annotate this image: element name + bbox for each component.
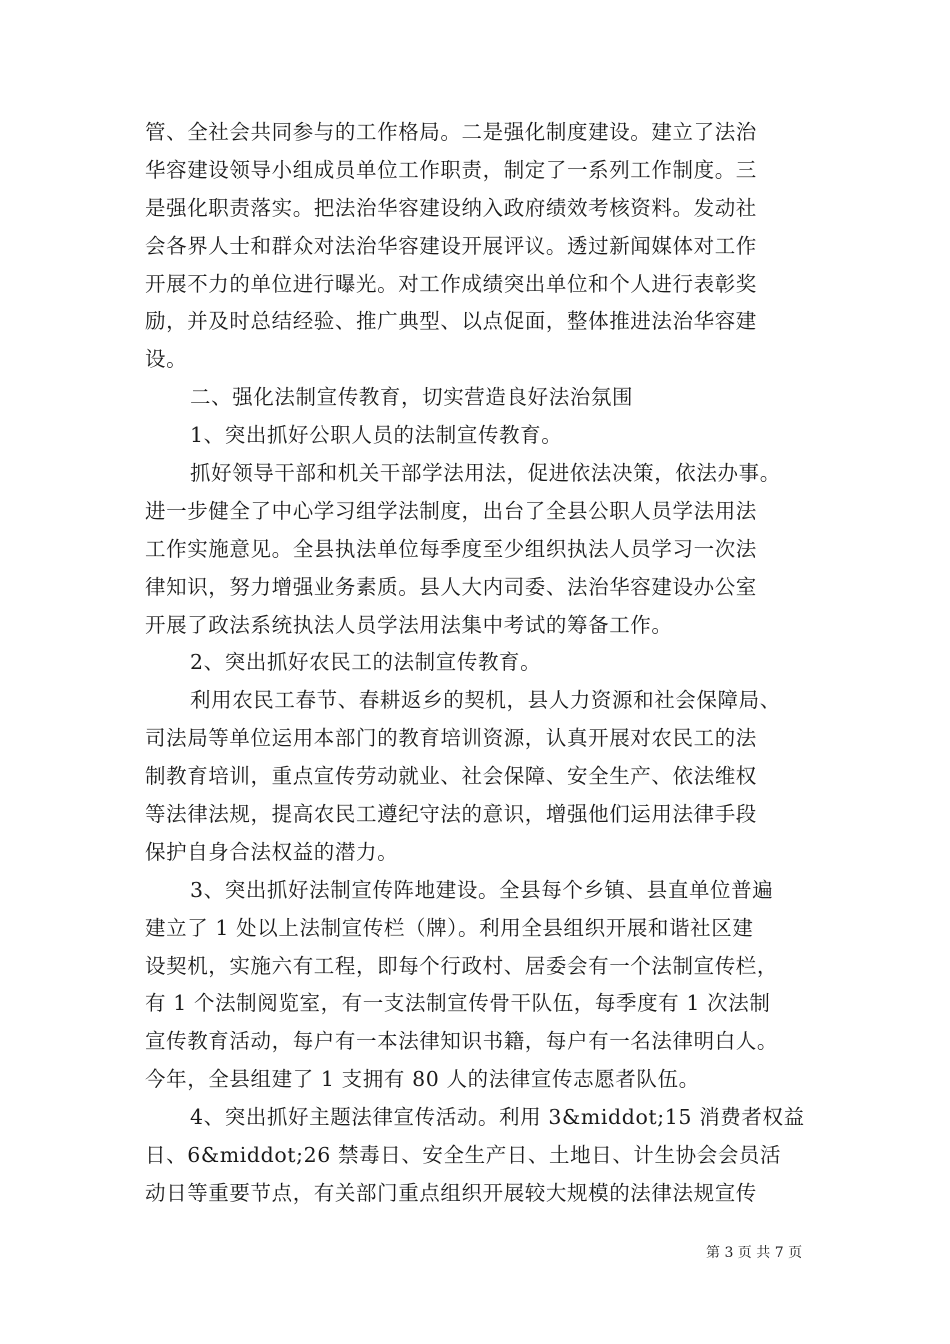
text-line: 1、突出抓好公职人员的法制宣传教育。 — [190, 423, 563, 448]
text-line: 二、强化法制宣传教育，切实营造良好法治氛围 — [190, 385, 634, 410]
text-line: 利用农民工春节、春耕返乡的契机，县人力资源和社会保障局、 — [190, 688, 781, 713]
text-line: 开展不力的单位进行曝光。对工作成绩突出单位和个人进行表彰奖 — [145, 271, 757, 296]
text-line: 律知识，努力增强业务素质。县人大内司委、法治华容建设办公室 — [145, 574, 757, 599]
text-line: 今年，全县组建了 1 支拥有 80 人的法律宣传志愿者队伍。 — [145, 1067, 700, 1092]
page-footer: 第 3 页 共 7 页 — [706, 1245, 803, 1261]
text-line: 励，并及时总结经验、推广典型、以点促面，整体推进法治华容建 — [145, 309, 757, 334]
text-line: 开展了政法系统执法人员学法用法集中考试的筹备工作。 — [145, 612, 673, 637]
text-line: 3、突出抓好法制宣传阵地建设。全县每个乡镇、县直单位普遍 — [190, 877, 774, 902]
text-line: 宣传教育活动，每户有一本法律知识书籍，每户有一名法律明白人。 — [145, 1029, 778, 1054]
text-line: 工作实施意见。全县执法单位每季度至少组织执法人员学习一次法 — [145, 536, 757, 561]
text-line: 制教育培训，重点宣传劳动就业、社会保障、安全生产、依法维权 — [145, 764, 757, 789]
text-line: 2、突出抓好农民工的法制宣传教育。 — [190, 650, 542, 675]
text-line: 等法律法规，提高农民工遵纪守法的意识，增强他们运用法律手段 — [145, 802, 757, 827]
text-line: 动日等重要节点，有关部门重点组织开展较大规模的法律法规宣传 — [145, 1180, 757, 1205]
text-line: 设契机，实施六有工程，即每个行政村、居委会有一个法制宣传栏， — [145, 953, 778, 978]
text-line: 是强化职责落实。把法治华容建设纳入政府绩效考核资料。发动社 — [145, 195, 757, 220]
text-line: 抓好领导干部和机关干部学法用法，促进依法决策，依法办事。 — [190, 461, 781, 486]
text-line: 4、突出抓好主题法律宣传活动。利用 3&middot;15 消费者权益 — [190, 1105, 805, 1130]
text-line: 设。 — [145, 347, 188, 372]
text-line: 管、全社会共同参与的工作格局。二是强化制度建设。建立了法治 — [145, 120, 757, 144]
text-line: 建立了 1 处以上法制宣传栏（牌）。利用全县组织开展和谐社区建 — [145, 915, 754, 940]
text-line: 华容建设领导小组成员单位工作职责，制定了一系列工作制度。三 — [145, 157, 757, 182]
text-line: 进一步健全了中心学习组学法制度，出台了全县公职人员学法用法 — [145, 498, 757, 523]
text-line: 会各界人士和群众对法治华容建设开展评议。透过新闻媒体对工作 — [145, 233, 757, 258]
document-body — [145, 114, 813, 1213]
text-line: 司法局等单位运用本部门的教育培训资源，认真开展对农民工的法 — [145, 726, 757, 751]
text-line: 日、6&middot;26 禁毒日、安全生产日、土地日、计生协会会员活 — [145, 1143, 782, 1168]
text-line: 保护自身合法权益的潜力。 — [145, 839, 399, 864]
text-line: 有 1 个法制阅览室，有一支法制宣传骨干队伍，每季度有 1 次法制 — [145, 991, 771, 1016]
